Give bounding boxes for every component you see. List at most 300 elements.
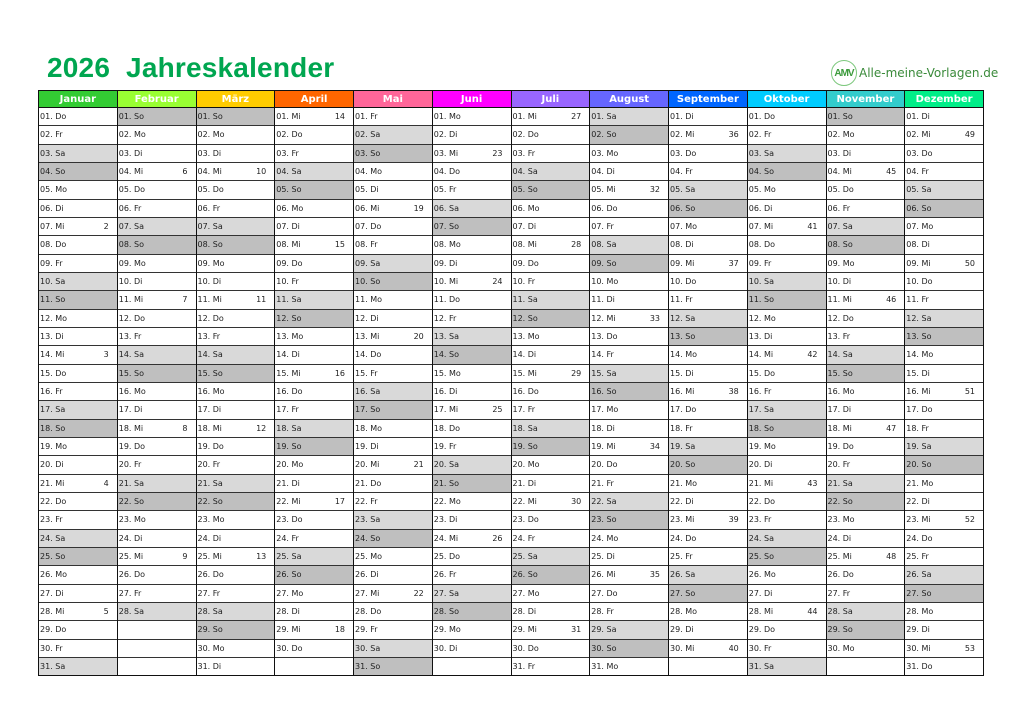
day-cell[interactable]: [197, 236, 275, 254]
day-cell[interactable]: [512, 603, 590, 621]
day-cell[interactable]: [748, 365, 826, 383]
day-cell[interactable]: [275, 218, 353, 236]
day-cell[interactable]: [590, 566, 668, 584]
day-cell[interactable]: [433, 475, 511, 493]
day-cell[interactable]: [669, 548, 747, 566]
day-cell[interactable]: [118, 511, 196, 529]
day-cell[interactable]: [905, 383, 983, 401]
day-cell[interactable]: [669, 401, 747, 419]
day-cell[interactable]: [354, 346, 432, 364]
day-cell[interactable]: [39, 328, 117, 346]
day-cell[interactable]: [197, 493, 275, 511]
day-cell[interactable]: [39, 365, 117, 383]
day-cell[interactable]: [590, 291, 668, 309]
day-cell[interactable]: [275, 493, 353, 511]
day-cell[interactable]: [433, 511, 511, 529]
day-cell[interactable]: [512, 108, 590, 126]
day-cell[interactable]: [118, 658, 196, 675]
day-cell[interactable]: [354, 181, 432, 199]
day-cell[interactable]: [433, 438, 511, 456]
day-cell[interactable]: [39, 126, 117, 144]
day-cell[interactable]: [590, 658, 668, 675]
day-cell[interactable]: [905, 365, 983, 383]
day-cell[interactable]: [39, 530, 117, 548]
day-cell[interactable]: [275, 530, 353, 548]
day-cell[interactable]: [39, 640, 117, 658]
day-cell[interactable]: [197, 640, 275, 658]
day-cell[interactable]: [827, 218, 905, 236]
day-cell[interactable]: [590, 585, 668, 603]
day-cell[interactable]: [905, 273, 983, 291]
day-cell[interactable]: [512, 236, 590, 254]
day-cell[interactable]: [590, 456, 668, 474]
day-cell[interactable]: [433, 401, 511, 419]
day-cell[interactable]: [590, 273, 668, 291]
day-cell[interactable]: [748, 200, 826, 218]
day-cell[interactable]: [197, 621, 275, 639]
day-cell[interactable]: [118, 365, 196, 383]
day-cell[interactable]: [433, 218, 511, 236]
day-cell[interactable]: [905, 401, 983, 419]
day-cell[interactable]: [433, 181, 511, 199]
day-cell[interactable]: [590, 438, 668, 456]
day-cell[interactable]: [197, 420, 275, 438]
day-cell[interactable]: [354, 640, 432, 658]
day-cell[interactable]: [354, 218, 432, 236]
day-cell[interactable]: [433, 255, 511, 273]
day-cell[interactable]: [905, 511, 983, 529]
day-cell[interactable]: [748, 456, 826, 474]
day-cell[interactable]: [197, 218, 275, 236]
day-cell[interactable]: [354, 438, 432, 456]
day-cell[interactable]: [197, 328, 275, 346]
day-cell[interactable]: [512, 456, 590, 474]
day-cell[interactable]: [512, 401, 590, 419]
day-cell[interactable]: [827, 346, 905, 364]
day-cell[interactable]: [590, 365, 668, 383]
day-cell[interactable]: [275, 420, 353, 438]
day-cell[interactable]: [512, 310, 590, 328]
day-cell[interactable]: [275, 383, 353, 401]
day-cell[interactable]: [512, 621, 590, 639]
day-cell[interactable]: [748, 181, 826, 199]
day-cell[interactable]: [905, 585, 983, 603]
day-cell[interactable]: [748, 236, 826, 254]
day-cell[interactable]: [669, 291, 747, 309]
day-cell[interactable]: [39, 181, 117, 199]
day-cell[interactable]: [433, 273, 511, 291]
day-cell[interactable]: [590, 163, 668, 181]
day-cell[interactable]: [275, 108, 353, 126]
day-cell[interactable]: [275, 236, 353, 254]
day-cell[interactable]: [905, 200, 983, 218]
day-cell[interactable]: [197, 273, 275, 291]
day-cell[interactable]: [748, 401, 826, 419]
day-cell[interactable]: [827, 621, 905, 639]
day-cell[interactable]: [748, 255, 826, 273]
day-cell[interactable]: [590, 475, 668, 493]
day-cell[interactable]: [433, 383, 511, 401]
day-cell[interactable]: [827, 658, 905, 675]
day-cell[interactable]: [118, 328, 196, 346]
day-cell[interactable]: [39, 475, 117, 493]
day-cell[interactable]: [827, 566, 905, 584]
day-cell[interactable]: [433, 346, 511, 364]
day-cell[interactable]: [669, 585, 747, 603]
day-cell[interactable]: [669, 108, 747, 126]
day-cell[interactable]: [590, 621, 668, 639]
day-cell[interactable]: [39, 383, 117, 401]
day-cell[interactable]: [905, 236, 983, 254]
day-cell[interactable]: [669, 456, 747, 474]
day-cell[interactable]: [748, 108, 826, 126]
day-cell[interactable]: [512, 291, 590, 309]
day-cell[interactable]: [827, 126, 905, 144]
day-cell[interactable]: [827, 493, 905, 511]
day-cell[interactable]: [512, 218, 590, 236]
day-cell[interactable]: [748, 310, 826, 328]
day-cell[interactable]: [39, 255, 117, 273]
day-cell[interactable]: [669, 200, 747, 218]
day-cell[interactable]: [905, 291, 983, 309]
day-cell[interactable]: [433, 658, 511, 675]
day-cell[interactable]: [748, 640, 826, 658]
day-cell[interactable]: [512, 255, 590, 273]
day-cell[interactable]: [275, 456, 353, 474]
day-cell[interactable]: [433, 493, 511, 511]
day-cell[interactable]: [905, 548, 983, 566]
day-cell[interactable]: [590, 401, 668, 419]
day-cell[interactable]: [433, 291, 511, 309]
day-cell[interactable]: [669, 328, 747, 346]
day-cell[interactable]: [748, 621, 826, 639]
day-cell[interactable]: [827, 181, 905, 199]
day-cell[interactable]: [905, 346, 983, 364]
day-cell[interactable]: [512, 530, 590, 548]
day-cell[interactable]: [590, 328, 668, 346]
brand-logo[interactable]: [831, 60, 998, 86]
day-cell[interactable]: [118, 603, 196, 621]
day-cell[interactable]: [669, 273, 747, 291]
day-cell[interactable]: [669, 640, 747, 658]
day-cell[interactable]: [748, 658, 826, 675]
day-cell[interactable]: [275, 603, 353, 621]
day-cell[interactable]: [827, 108, 905, 126]
day-cell[interactable]: [354, 310, 432, 328]
day-cell[interactable]: [197, 200, 275, 218]
day-cell[interactable]: [354, 511, 432, 529]
day-cell[interactable]: [590, 511, 668, 529]
day-cell[interactable]: [512, 365, 590, 383]
day-cell[interactable]: [827, 456, 905, 474]
day-cell[interactable]: [39, 145, 117, 163]
day-cell[interactable]: [905, 145, 983, 163]
day-cell[interactable]: [197, 603, 275, 621]
day-cell[interactable]: [748, 548, 826, 566]
day-cell[interactable]: [39, 658, 117, 675]
day-cell[interactable]: [669, 438, 747, 456]
day-cell[interactable]: [512, 420, 590, 438]
day-cell[interactable]: [827, 236, 905, 254]
day-cell[interactable]: [354, 420, 432, 438]
day-cell[interactable]: [354, 328, 432, 346]
day-cell[interactable]: [197, 401, 275, 419]
day-cell[interactable]: [590, 126, 668, 144]
day-cell[interactable]: [905, 126, 983, 144]
day-cell[interactable]: [590, 108, 668, 126]
day-cell[interactable]: [827, 640, 905, 658]
day-cell[interactable]: [118, 255, 196, 273]
day-cell[interactable]: [590, 640, 668, 658]
day-cell[interactable]: [827, 438, 905, 456]
day-cell[interactable]: [197, 530, 275, 548]
day-cell[interactable]: [354, 475, 432, 493]
day-cell[interactable]: [669, 658, 747, 675]
day-cell[interactable]: [39, 401, 117, 419]
day-cell[interactable]: [512, 438, 590, 456]
day-cell[interactable]: [275, 310, 353, 328]
day-cell[interactable]: [39, 236, 117, 254]
day-cell[interactable]: [39, 108, 117, 126]
day-cell[interactable]: [197, 181, 275, 199]
day-cell[interactable]: [197, 566, 275, 584]
day-cell[interactable]: [275, 200, 353, 218]
day-cell[interactable]: [905, 438, 983, 456]
day-cell[interactable]: [197, 291, 275, 309]
day-cell[interactable]: [669, 126, 747, 144]
day-cell[interactable]: [669, 603, 747, 621]
day-cell[interactable]: [512, 640, 590, 658]
day-cell[interactable]: [118, 346, 196, 364]
day-cell[interactable]: [275, 585, 353, 603]
day-cell[interactable]: [827, 383, 905, 401]
day-cell[interactable]: [748, 438, 826, 456]
day-cell[interactable]: [118, 493, 196, 511]
day-cell[interactable]: [512, 475, 590, 493]
day-cell[interactable]: [354, 108, 432, 126]
day-cell[interactable]: [118, 438, 196, 456]
day-cell[interactable]: [827, 401, 905, 419]
day-cell[interactable]: [748, 585, 826, 603]
day-cell[interactable]: [433, 200, 511, 218]
day-cell[interactable]: [512, 383, 590, 401]
day-cell[interactable]: [197, 511, 275, 529]
day-cell[interactable]: [275, 181, 353, 199]
day-cell[interactable]: [669, 420, 747, 438]
day-cell[interactable]: [590, 200, 668, 218]
day-cell[interactable]: [39, 566, 117, 584]
day-cell[interactable]: [197, 163, 275, 181]
day-cell[interactable]: [748, 291, 826, 309]
day-cell[interactable]: [905, 603, 983, 621]
day-cell[interactable]: [39, 603, 117, 621]
day-cell[interactable]: [669, 621, 747, 639]
day-cell[interactable]: [905, 218, 983, 236]
day-cell[interactable]: [905, 181, 983, 199]
day-cell[interactable]: [512, 346, 590, 364]
day-cell[interactable]: [669, 145, 747, 163]
day-cell[interactable]: [433, 108, 511, 126]
day-cell[interactable]: [905, 108, 983, 126]
day-cell[interactable]: [118, 291, 196, 309]
day-cell[interactable]: [354, 126, 432, 144]
day-cell[interactable]: [354, 236, 432, 254]
day-cell[interactable]: [827, 273, 905, 291]
day-cell[interactable]: [275, 255, 353, 273]
day-cell[interactable]: [905, 621, 983, 639]
day-cell[interactable]: [512, 566, 590, 584]
day-cell[interactable]: [512, 658, 590, 675]
day-cell[interactable]: [433, 310, 511, 328]
day-cell[interactable]: [354, 456, 432, 474]
day-cell[interactable]: [197, 310, 275, 328]
day-cell[interactable]: [748, 383, 826, 401]
day-cell[interactable]: [590, 181, 668, 199]
day-cell[interactable]: [905, 163, 983, 181]
day-cell[interactable]: [669, 163, 747, 181]
day-cell[interactable]: [748, 603, 826, 621]
day-cell[interactable]: [512, 548, 590, 566]
day-cell[interactable]: [512, 273, 590, 291]
day-cell[interactable]: [39, 163, 117, 181]
day-cell[interactable]: [433, 585, 511, 603]
day-cell[interactable]: [827, 585, 905, 603]
day-cell[interactable]: [748, 420, 826, 438]
day-cell[interactable]: [748, 163, 826, 181]
day-cell[interactable]: [669, 218, 747, 236]
day-cell[interactable]: [39, 310, 117, 328]
day-cell[interactable]: [512, 511, 590, 529]
day-cell[interactable]: [748, 126, 826, 144]
day-cell[interactable]: [905, 310, 983, 328]
day-cell[interactable]: [118, 126, 196, 144]
day-cell[interactable]: [512, 145, 590, 163]
day-cell[interactable]: [275, 475, 353, 493]
day-cell[interactable]: [669, 566, 747, 584]
day-cell[interactable]: [39, 346, 117, 364]
day-cell[interactable]: [512, 493, 590, 511]
day-cell[interactable]: [118, 530, 196, 548]
day-cell[interactable]: [905, 475, 983, 493]
day-cell[interactable]: [433, 365, 511, 383]
day-cell[interactable]: [118, 200, 196, 218]
day-cell[interactable]: [669, 236, 747, 254]
day-cell[interactable]: [827, 255, 905, 273]
day-cell[interactable]: [827, 548, 905, 566]
day-cell[interactable]: [354, 530, 432, 548]
day-cell[interactable]: [118, 640, 196, 658]
day-cell[interactable]: [275, 548, 353, 566]
day-cell[interactable]: [905, 255, 983, 273]
day-cell[interactable]: [827, 420, 905, 438]
day-cell[interactable]: [275, 566, 353, 584]
day-cell[interactable]: [275, 365, 353, 383]
day-cell[interactable]: [354, 585, 432, 603]
day-cell[interactable]: [748, 511, 826, 529]
day-cell[interactable]: [275, 511, 353, 529]
day-cell[interactable]: [275, 273, 353, 291]
day-cell[interactable]: [197, 456, 275, 474]
day-cell[interactable]: [905, 420, 983, 438]
day-cell[interactable]: [354, 291, 432, 309]
day-cell[interactable]: [590, 493, 668, 511]
day-cell[interactable]: [354, 401, 432, 419]
day-cell[interactable]: [748, 273, 826, 291]
day-cell[interactable]: [669, 475, 747, 493]
day-cell[interactable]: [118, 621, 196, 639]
day-cell[interactable]: [118, 163, 196, 181]
day-cell[interactable]: [354, 566, 432, 584]
day-cell[interactable]: [354, 621, 432, 639]
day-cell[interactable]: [433, 126, 511, 144]
day-cell[interactable]: [118, 236, 196, 254]
day-cell[interactable]: [905, 530, 983, 548]
day-cell[interactable]: [512, 200, 590, 218]
day-cell[interactable]: [669, 181, 747, 199]
day-cell[interactable]: [39, 291, 117, 309]
day-cell[interactable]: [748, 218, 826, 236]
day-cell[interactable]: [354, 658, 432, 675]
day-cell[interactable]: [748, 475, 826, 493]
day-cell[interactable]: [433, 530, 511, 548]
day-cell[interactable]: [512, 126, 590, 144]
day-cell[interactable]: [197, 365, 275, 383]
day-cell[interactable]: [669, 255, 747, 273]
day-cell[interactable]: [590, 236, 668, 254]
day-cell[interactable]: [905, 493, 983, 511]
day-cell[interactable]: [197, 548, 275, 566]
day-cell[interactable]: [275, 438, 353, 456]
day-cell[interactable]: [748, 566, 826, 584]
day-cell[interactable]: [905, 456, 983, 474]
day-cell[interactable]: [590, 383, 668, 401]
day-cell[interactable]: [118, 383, 196, 401]
day-cell[interactable]: [669, 511, 747, 529]
day-cell[interactable]: [39, 621, 117, 639]
day-cell[interactable]: [590, 310, 668, 328]
day-cell[interactable]: [354, 163, 432, 181]
day-cell[interactable]: [669, 383, 747, 401]
day-cell[interactable]: [118, 585, 196, 603]
day-cell[interactable]: [669, 493, 747, 511]
day-cell[interactable]: [590, 255, 668, 273]
day-cell[interactable]: [433, 145, 511, 163]
day-cell[interactable]: [39, 456, 117, 474]
day-cell[interactable]: [827, 365, 905, 383]
day-cell[interactable]: [197, 585, 275, 603]
day-cell[interactable]: [197, 438, 275, 456]
day-cell[interactable]: [669, 346, 747, 364]
day-cell[interactable]: [275, 621, 353, 639]
day-cell[interactable]: [827, 145, 905, 163]
day-cell[interactable]: [512, 328, 590, 346]
day-cell[interactable]: [39, 420, 117, 438]
day-cell[interactable]: [590, 548, 668, 566]
day-cell[interactable]: [512, 163, 590, 181]
day-cell[interactable]: [827, 475, 905, 493]
day-cell[interactable]: [590, 346, 668, 364]
day-cell[interactable]: [118, 456, 196, 474]
day-cell[interactable]: [118, 310, 196, 328]
day-cell[interactable]: [590, 603, 668, 621]
day-cell[interactable]: [197, 475, 275, 493]
day-cell[interactable]: [354, 603, 432, 621]
day-cell[interactable]: [275, 163, 353, 181]
day-cell[interactable]: [748, 493, 826, 511]
day-cell[interactable]: [827, 310, 905, 328]
day-cell[interactable]: [275, 401, 353, 419]
day-cell[interactable]: [433, 621, 511, 639]
